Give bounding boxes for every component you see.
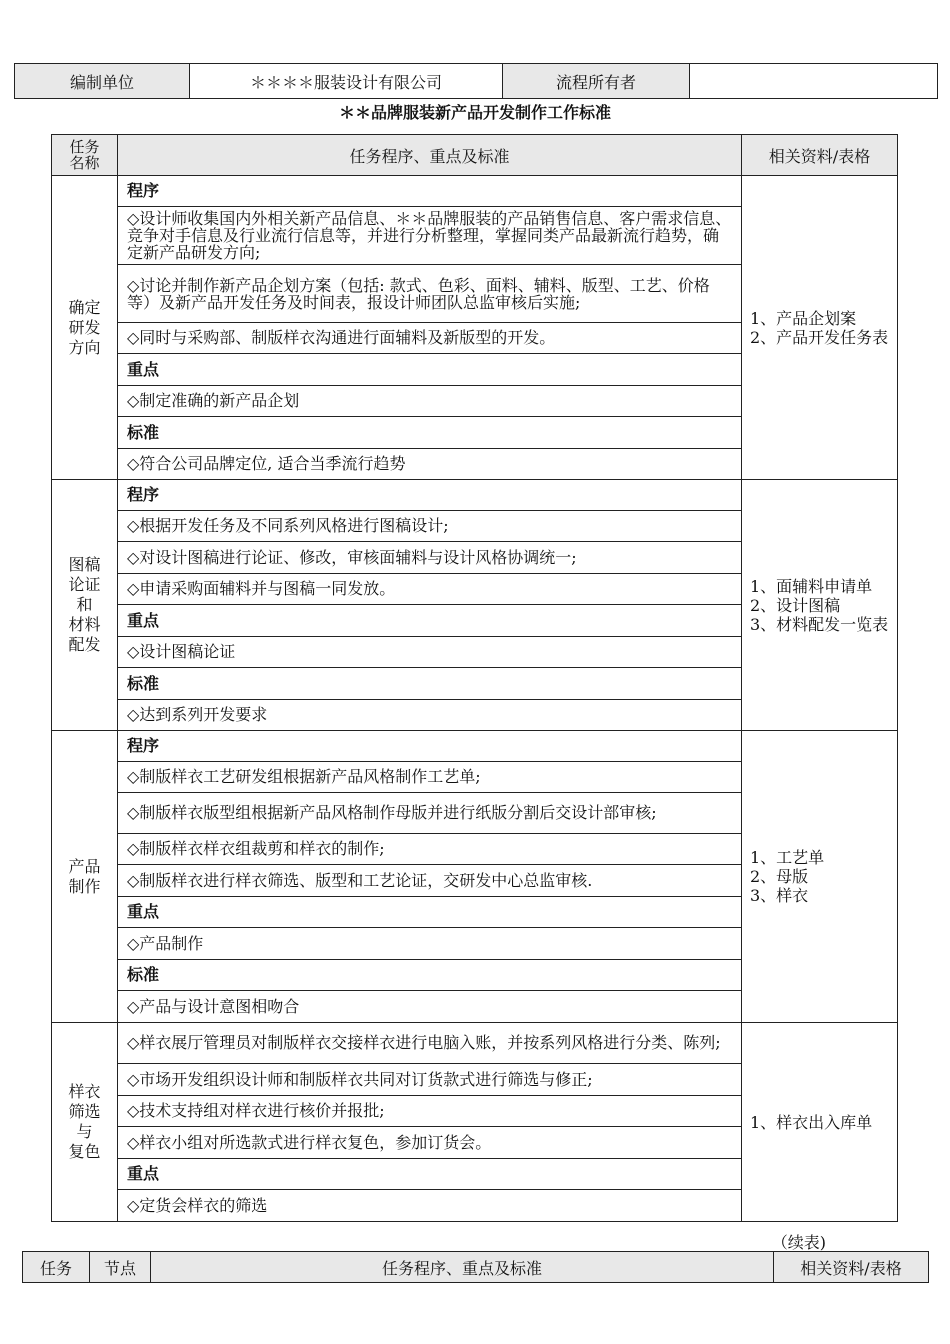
section-heading: 重点	[118, 1159, 742, 1190]
table-row	[52, 731, 898, 762]
section-heading: 程序	[118, 480, 742, 511]
procedure-item: ◇申请采购面辅料并与图稿一同发放。	[118, 574, 742, 605]
standards-table-body	[52, 176, 898, 1222]
section-heading: 标准	[118, 417, 742, 449]
procedure-item: ◇达到系列开发要求	[118, 700, 742, 731]
resources-cell: 1、面辅料申请单 2、设计图稿 3、材料配发一览表	[742, 480, 898, 731]
header-resources: 相关资料/表格	[742, 135, 898, 176]
task-name-cell: 图稿 论证 和 材料 配发	[52, 480, 118, 731]
procedure-item: ◇样衣小组对所选款式进行样衣复色，参加订货会。	[118, 1127, 742, 1159]
procedure-item: ◇产品制作	[118, 928, 742, 960]
section-heading: 标准	[118, 668, 742, 700]
procedure-item: ◇根据开发任务及不同系列风格进行图稿设计;	[118, 511, 742, 542]
procedure-item: ◇讨论并制作新产品企划方案（包括: 款式、色彩、面料、辅料、版型、工艺、价格等）及新产品开发任务及时间表，报设计师团队总监审核后实施;	[118, 265, 742, 323]
footer-resources: 相关资料/表格	[774, 1252, 929, 1283]
resources-cell: 1、样衣出入库单	[742, 1023, 898, 1222]
task-name-cell: 产品 制作	[52, 731, 118, 1023]
footer-node: 节点	[90, 1252, 151, 1283]
procedure-item: ◇设计师收集国内外相关新产品信息、＊＊品牌服装的产品销售信息、客户需求信息、竞争对手信息及行业流行信息等，并进行分析整理，掌握同类产品最新流行趋势，确定新产品研发方向;	[118, 207, 742, 265]
procedure-item: ◇制版样衣进行样衣筛选、版型和工艺论证，交研发中心总监审核.	[118, 865, 742, 897]
procedure-item: ◇制版样衣样衣组裁剪和样衣的制作;	[118, 834, 742, 865]
unit-label: 编制单位	[15, 64, 190, 99]
standards-table	[51, 134, 898, 1222]
section-heading: 重点	[118, 897, 742, 928]
table-row	[52, 1023, 898, 1064]
footer-procedure: 任务程序、重点及标准	[151, 1252, 774, 1283]
owner-label: 流程所有者	[503, 64, 690, 99]
procedure-item: ◇设计图稿论证	[118, 637, 742, 668]
resources-cell: 1、工艺单 2、母版 3、样衣	[742, 731, 898, 1023]
procedure-item: ◇定货会样衣的筛选	[118, 1190, 742, 1222]
task-name-cell: 确定 研发 方向	[52, 176, 118, 480]
header-task-name-text: 任务 名称	[69, 138, 100, 172]
procedure-item: ◇制版样衣版型组根据新产品风格制作母版并进行纸版分割后交设计部审核;	[118, 793, 742, 834]
task-name-cell: 样衣 筛选 与 复色	[52, 1023, 118, 1222]
section-heading: 程序	[118, 731, 742, 762]
procedure-item: ◇技术支持组对样衣进行核价并报批;	[118, 1096, 742, 1127]
footer-task: 任务	[23, 1252, 90, 1283]
procedure-item: ◇产品与设计意图相吻合	[118, 991, 742, 1023]
procedure-item: ◇制版样衣工艺研发组根据新产品风格制作工艺单;	[118, 762, 742, 793]
document-title: ＊＊品牌服装新产品开发制作工作标准	[338, 103, 611, 122]
table-row	[52, 480, 898, 511]
section-heading: 重点	[118, 354, 742, 386]
header-procedure: 任务程序、重点及标准	[118, 135, 742, 176]
procedure-item: ◇制定准确的新产品企划	[118, 386, 742, 417]
procedure-item: ◇样衣展厅管理员对制版样衣交接样衣进行电脑入账，并按系列风格进行分类、陈列;	[118, 1023, 742, 1064]
header-table	[14, 63, 938, 99]
section-heading: 重点	[118, 605, 742, 637]
procedure-item: ◇同时与采购部、制版样衣沟通进行面辅料及新版型的开发。	[118, 323, 742, 354]
continued-label: （续表)	[771, 1233, 826, 1252]
continuation-header-table	[22, 1251, 929, 1283]
procedure-item: ◇符合公司品牌定位, 适合当季流行趋势	[118, 449, 742, 480]
procedure-item: ◇对设计图稿进行论证、修改，审核面辅料与设计风格协调统一;	[118, 542, 742, 574]
owner-value	[690, 64, 938, 99]
resources-cell: 1、产品企划案 2、产品开发任务表	[742, 176, 898, 480]
table-row	[52, 176, 898, 207]
procedure-item: ◇市场开发组织设计师和制版样衣共同对订货款式进行筛选与修正;	[118, 1064, 742, 1096]
section-heading: 标准	[118, 960, 742, 991]
unit-value: ＊＊＊＊服装设计有限公司	[190, 64, 503, 99]
header-task-name	[52, 135, 118, 176]
section-heading: 程序	[118, 176, 742, 207]
